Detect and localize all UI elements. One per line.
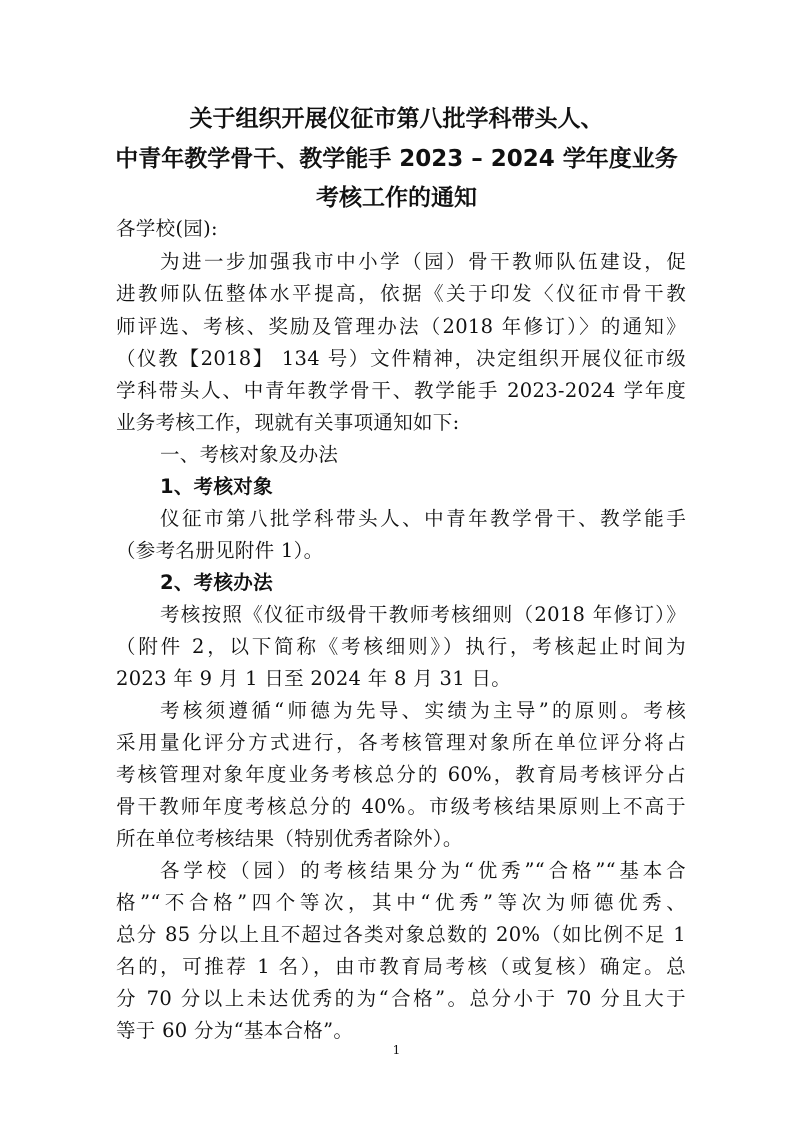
para1-line: 进教师队伍整体水平提高，依据《关于印发〈仪征市骨干教 [116, 282, 686, 305]
para5-line: 格”“不合格”四个等次，其中“优秀”等次为师德优秀、 [116, 891, 686, 914]
page-number: 1 [392, 1043, 401, 1057]
salutation: 各学校(园): [116, 217, 218, 240]
para5-line: 各学校（园）的考核结果分为“优秀”“合格”“基本合 [160, 859, 686, 882]
para4-line: 骨干教师年度考核总分的 40%。市级考核结果原则上不高于 [116, 795, 686, 818]
para2-line: （参考名册见附件 1）。 [116, 539, 324, 562]
subsection-heading: 2、考核办法 [160, 571, 273, 594]
para1-line: 师评选、考核、奖励及管理办法（2018 年修订）〉的通知》 [116, 315, 686, 338]
para1-line: 学科带头人、中青年教学骨干、教学能手 2023-2024 学年度 [116, 379, 686, 402]
title-line-3: 考核工作的通知 [316, 185, 477, 211]
para1-line: 业务考核工作，现就有关事项通知如下: [116, 411, 460, 434]
title-line-2: 中青年教学骨干、教学能手 2023 – 2024 学年度业务 [115, 146, 678, 172]
para2-line: 仪征市第八批学科带头人、中青年教学骨干、教学能手 [160, 507, 686, 530]
para4-line: 采用量化评分方式进行，各考核管理对象所在单位评分将占 [116, 731, 686, 754]
para5-line: 分 70 分以上未达优秀的为“合格”。总分小于 70 分且大于 [116, 987, 686, 1010]
para4-line: 考核管理对象年度业务考核总分的 60%，教育局考核评分占 [116, 763, 686, 786]
para4-line: 考核须遵循“师德为先导、实绩为主导”的原则。考核 [160, 699, 686, 722]
para5-line: 总分 85 分以上且不超过各类对象总数的 20%（如比例不足 1 [116, 923, 686, 946]
para5-line: 名的，可推荐 1 名），由市教育局考核（或复核）确定。总 [116, 955, 686, 978]
para4-line: 所在单位考核结果（特别优秀者除外）。 [116, 827, 463, 850]
section-heading: 一、考核对象及办法 [160, 443, 339, 466]
para1-line: （仪教【2018】 134 号）文件精神，决定组织开展仪征市级 [116, 347, 686, 370]
para3-line: （附件 2，以下简称《考核细则》）执行，考核起止时间为 [116, 635, 686, 658]
para3-line: 考核按照《仪征市级骨干教师考核细则（2018 年修订）》 [160, 603, 686, 626]
subsection-heading: 1、考核对象 [160, 475, 273, 498]
para1-line: 为进一步加强我市中小学（园）骨干教师队伍建设，促 [160, 250, 686, 273]
para3-line: 2023 年 9 月 1 日至 2024 年 8 月 31 日。 [116, 667, 512, 690]
title-line-1: 关于组织开展仪征市第八批学科带头人、 [189, 106, 604, 132]
para5-line: 等于 60 分为“基本合格”。 [116, 1019, 354, 1042]
